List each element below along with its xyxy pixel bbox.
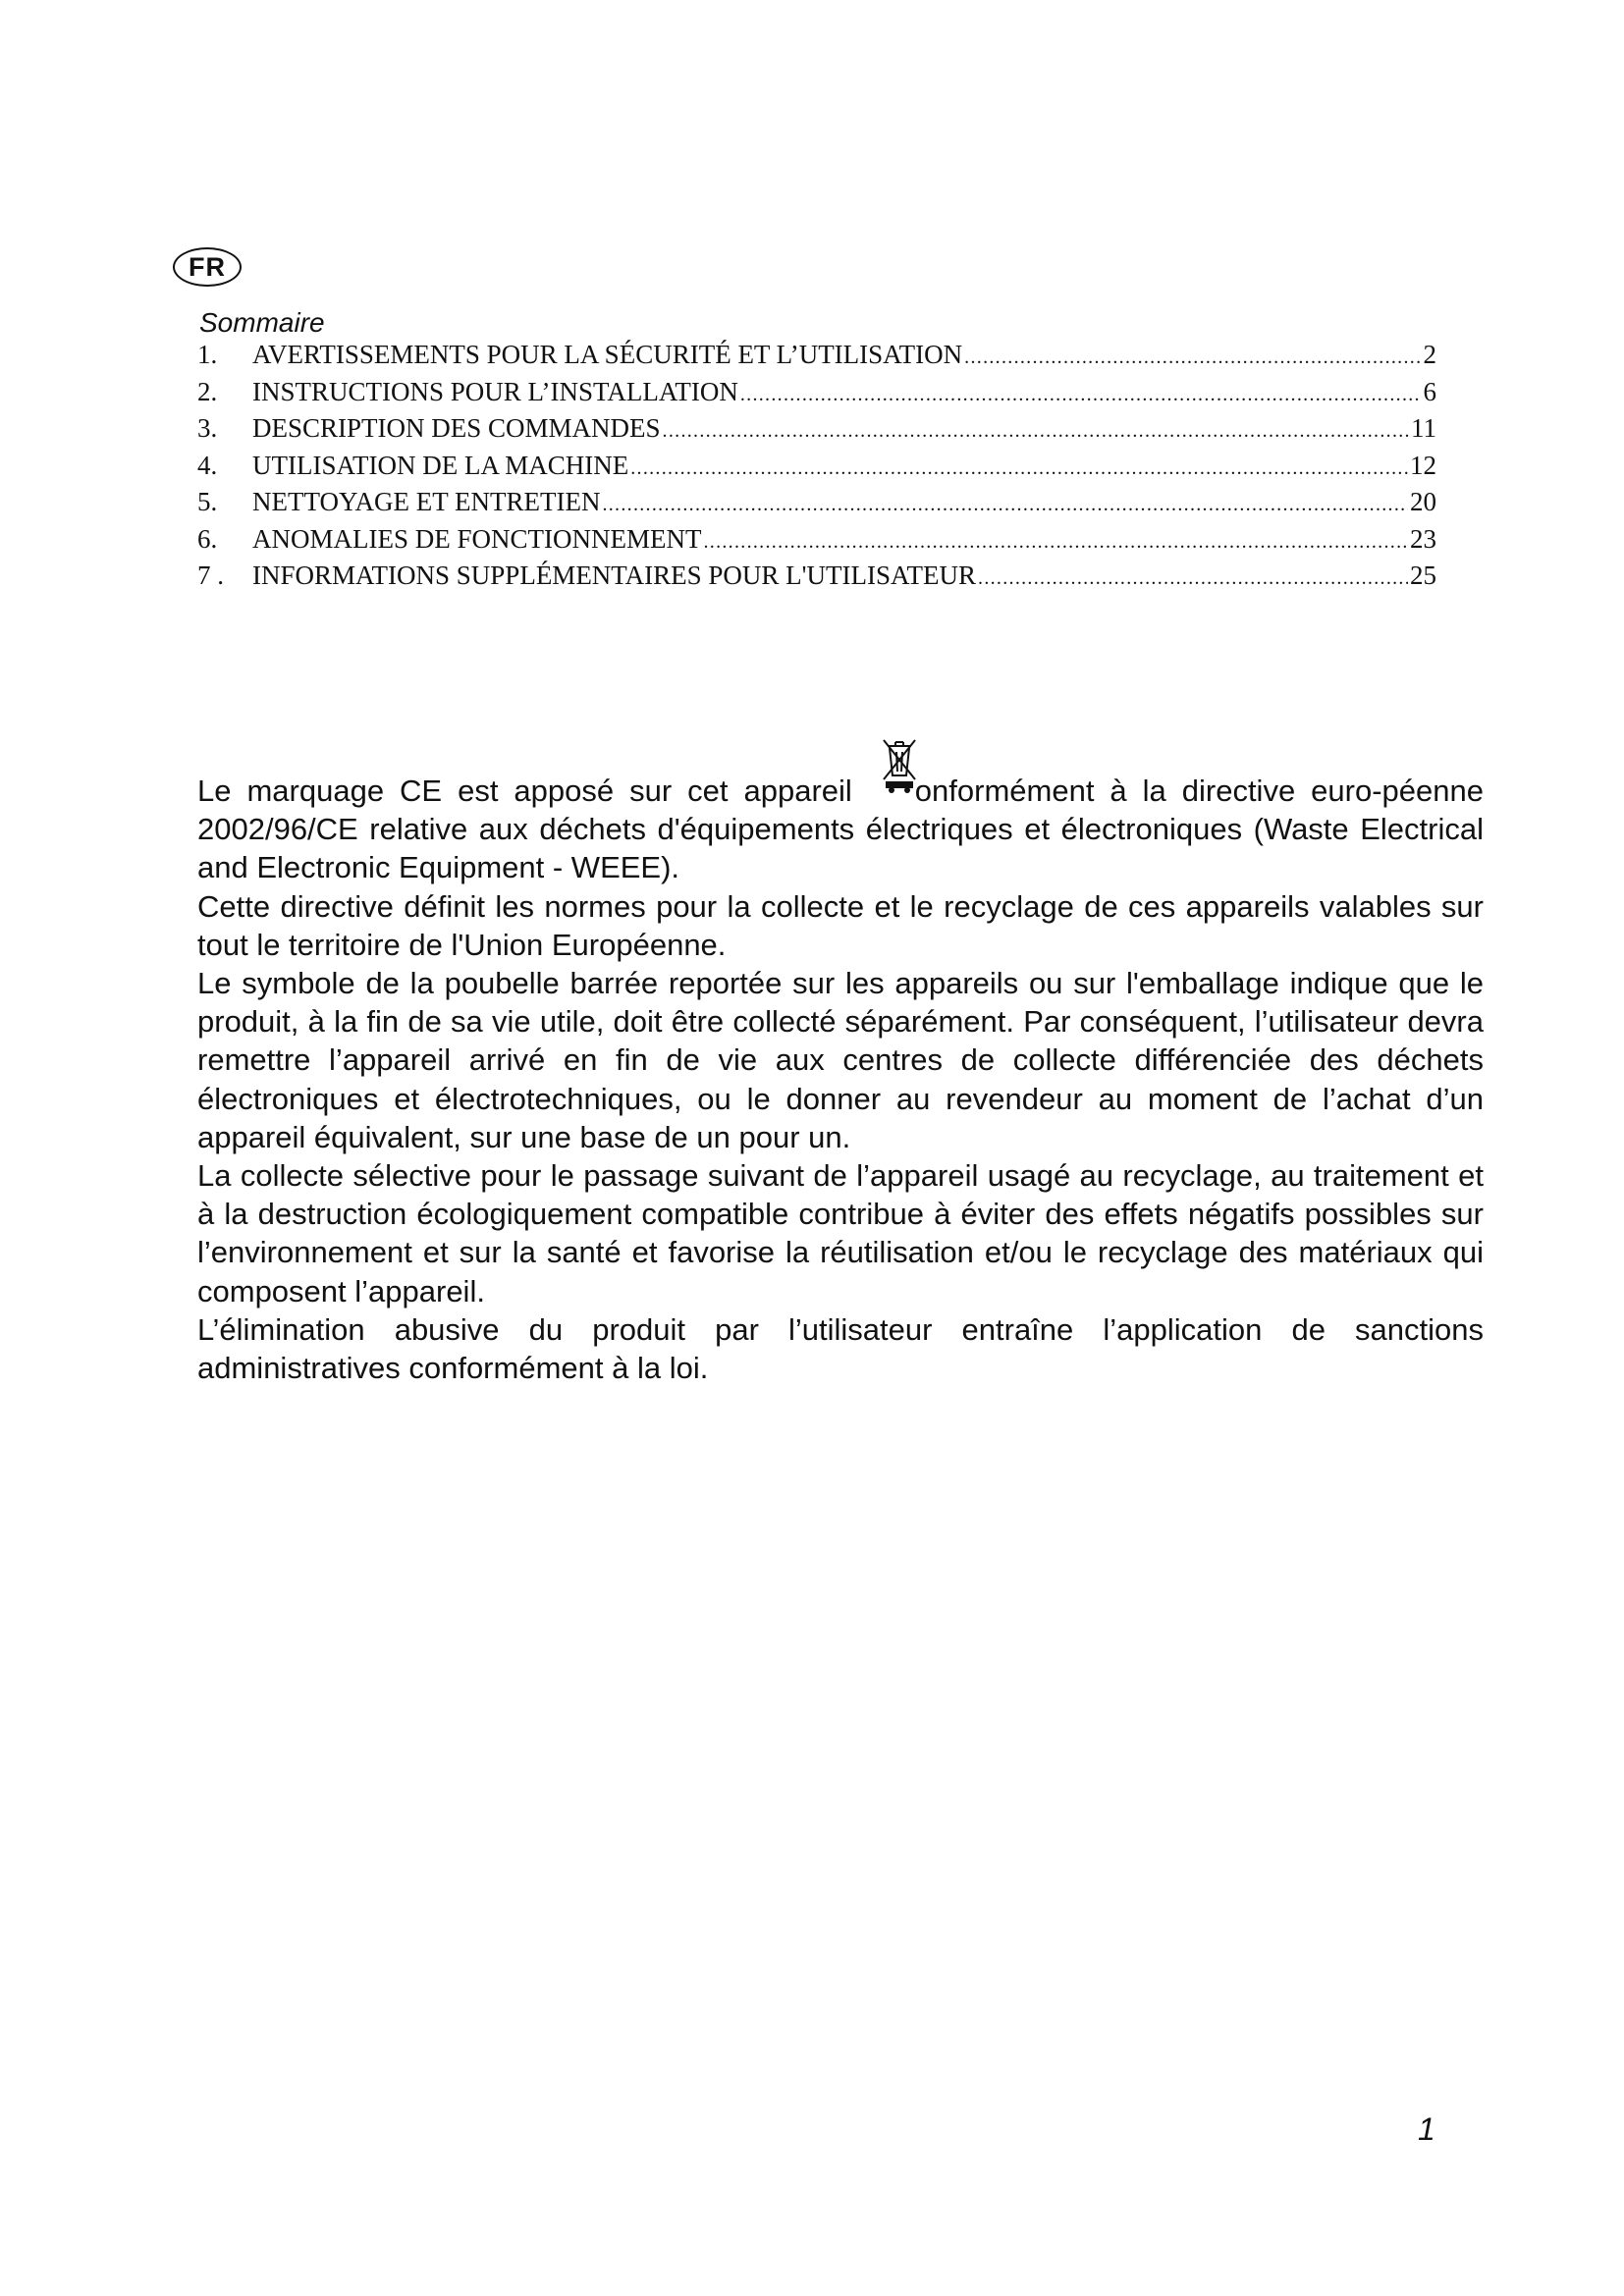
weee-paragraph-sanctions: L’élimination abusive du produit par l’utilisateur entraîne l’application de sanctions administratives conformément à la loi. — [197, 1311, 1484, 1386]
weee-text-after-icon: onformément à la directive euro-péenne 2002/96/CE relative aux déchets d'équipements électriques et électroniques (Waste Electrical and Electronic Equipment - WEEE). — [197, 774, 1484, 885]
toc-entry-title: AVERTISSEMENTS POUR LA SÉCURITÉ ET L’UTILISATION — [252, 340, 963, 369]
toc-entry-number: 6. — [197, 523, 218, 554]
language-badge: FR — [173, 247, 242, 287]
toc-entry[interactable] — [197, 413, 1436, 451]
toc-entry-number: 2. — [197, 376, 218, 406]
toc-dot-leader — [740, 384, 1422, 406]
toc-entry-page: 6 — [1423, 376, 1436, 406]
toc-entry-number: 5. — [197, 487, 218, 516]
toc-entry-page: 20 — [1410, 487, 1436, 516]
toc-dot-leader — [663, 420, 1409, 443]
toc-entry-title: ANOMALIES DE FONCTIONNEMENT — [252, 523, 702, 554]
toc-entry-page: 11 — [1411, 413, 1436, 443]
toc-entry-number: 1. — [197, 340, 218, 369]
toc-entry[interactable] — [197, 487, 1436, 524]
toc-dot-leader — [703, 531, 1408, 554]
toc-entry-number: 7 . — [197, 561, 224, 590]
toc-dot-leader — [602, 494, 1408, 516]
toc-entry-title: NETTOYAGE ET ENTRETIEN — [252, 487, 601, 516]
weee-notice — [197, 746, 1484, 1387]
toc-entry-page: 2 — [1423, 340, 1436, 369]
toc-entry-title: UTILISATION DE LA MACHINE — [252, 450, 629, 480]
toc-dot-leader — [964, 347, 1421, 369]
toc-dot-leader — [978, 567, 1408, 590]
toc-entry[interactable] — [197, 377, 1436, 414]
toc-entry-page: 23 — [1410, 523, 1436, 554]
weee-paragraph-ce-marking — [197, 746, 1484, 887]
weee-paragraph-collection: La collecte sélective pour le passage suivant de l’appareil usagé au recyclage, au traitement et à la destruction écologiquement compatible contribue à éviter des effets négatifs possibles sur l’environnement et sur la santé et favorise la réutilisation et/ou le recyclage des matériaux qui composent l’appareil. — [197, 1158, 1484, 1308]
toc-entry-title: INFORMATIONS SUPPLÉMENTAIRES POUR L'UTILISATEUR — [252, 561, 977, 590]
crossed-out-wheelie-bin-icon — [880, 736, 919, 795]
toc-dot-leader — [630, 457, 1408, 480]
page-number: 1 — [1418, 2111, 1435, 2147]
table-of-contents — [197, 340, 1436, 598]
toc-entry-title: DESCRIPTION DES COMMANDES — [252, 413, 661, 443]
toc-entry-page: 25 — [1410, 561, 1436, 590]
toc-entry[interactable] — [197, 561, 1436, 598]
toc-entry-title: INSTRUCTIONS POUR L’INSTALLATION — [252, 376, 738, 406]
toc-entry-number: 3. — [197, 413, 218, 443]
toc-entry[interactable] — [197, 451, 1436, 488]
toc-entry-page: 12 — [1410, 450, 1436, 480]
toc-entry[interactable] — [197, 340, 1436, 377]
toc-title: Sommaire — [199, 307, 325, 338]
toc-entry[interactable] — [197, 524, 1436, 561]
toc-entry-number: 4. — [197, 450, 218, 480]
weee-paragraph-directive: Cette directive définit les normes pour la collecte et le recyclage de ces appareils valables sur tout le territoire de l'Union Européenne. — [197, 888, 1484, 962]
weee-paragraph-symbol: Le symbole de la poubelle barrée reportée sur les appareils ou sur l'emballage indique que le produit, à la fin de sa vie utile, doit être collecté séparément. Par conséquent, l’utilisateur devra remettre l’appareil arrivé en fin de vie aux centres de collecte différenciée des déchets électroniques et électrotechniques, ou le donner au revendeur au moment de l’achat d’un appareil équivalent, sur une base de un pour un. — [197, 966, 1484, 1154]
weee-text-before-icon: Le marquage CE est apposé sur cet appareil — [197, 774, 852, 808]
